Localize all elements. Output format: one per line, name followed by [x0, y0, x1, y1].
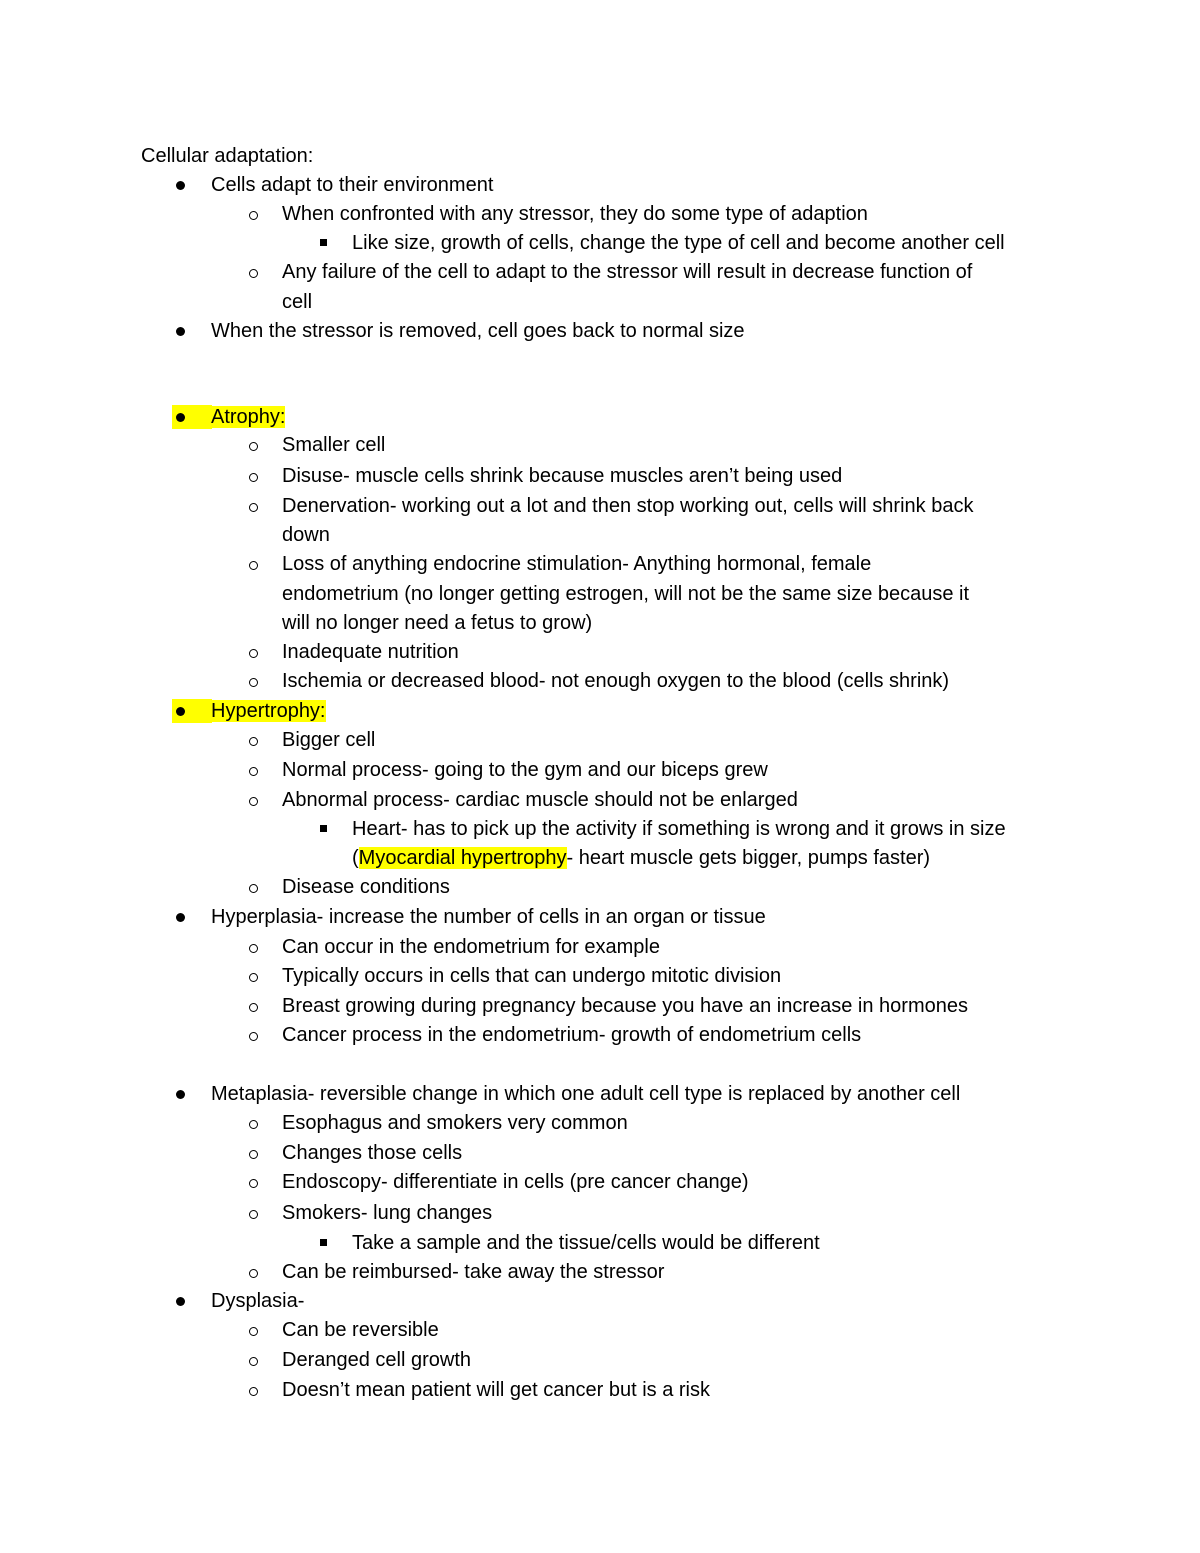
item-text: When confronted with any stressor, they do some type of adaption: [282, 203, 868, 225]
list-item-level2: [282, 640, 459, 664]
item-text: Like size, growth of cells, change the type of cell and become another cell: [352, 232, 1005, 254]
list-item-level1: [211, 319, 745, 343]
bullet-dot-icon: [176, 707, 185, 716]
item-text: Deranged cell growth: [282, 1349, 471, 1371]
list-item-level2: [282, 260, 972, 284]
list-item-level2: [282, 788, 798, 812]
list-item-level2: [282, 935, 660, 959]
item-text: Dysplasia-: [211, 1290, 305, 1312]
item-text: Abnormal process- cardiac muscle should not be enlarged: [282, 789, 798, 811]
item-text: Disuse- muscle cells shrink because muscles aren’t being used: [282, 465, 843, 487]
item-text: Hyperplasia- increase the number of cells in an organ or tissue: [211, 906, 766, 928]
bullet-circle-icon: [249, 211, 258, 220]
list-item-level2: [282, 1348, 471, 1372]
list-item-level1: [211, 1082, 960, 1106]
item-text: Take a sample and the tissue/cells would be different: [352, 1232, 820, 1254]
item-text: Smaller cell: [282, 434, 386, 456]
list-item-level3: [352, 231, 1005, 255]
list-item-level3: [352, 817, 1006, 841]
text-segment: - heart muscle gets bigger, pumps faster): [566, 847, 931, 869]
bullet-circle-icon: [249, 1150, 258, 1159]
list-item-level2: [282, 1260, 664, 1284]
item-text: Smokers- lung changes: [282, 1202, 493, 1224]
item-text: Breast growing during pregnancy because you have an increase in hormones: [282, 995, 968, 1017]
list-item-level2: [282, 875, 450, 899]
list-item-level1: [211, 173, 493, 197]
bullet-circle-icon: [249, 561, 258, 570]
list-item-level2: [282, 994, 968, 1018]
bullet-circle-icon: [249, 473, 258, 482]
list-item-level3: [352, 1231, 820, 1255]
list-item-continuation: [282, 611, 592, 635]
bullet-circle-icon: [249, 1269, 258, 1278]
list-item-level1: [211, 905, 766, 929]
list-item-level2: [282, 1141, 462, 1165]
bullet-dot-icon: [176, 913, 185, 922]
list-item-level1: [211, 405, 285, 429]
list-item-level2: [282, 1170, 749, 1194]
bullet-square-icon: [320, 239, 327, 246]
item-text: down: [282, 524, 330, 546]
list-item-continuation: [352, 846, 930, 870]
item-text: Atrophy:: [211, 406, 286, 428]
bullet-circle-icon: [249, 1387, 258, 1396]
item-text: Can be reversible: [282, 1319, 439, 1341]
list-item-level2: [282, 1378, 710, 1402]
list-item-level2: [282, 758, 768, 782]
bullet-circle-icon: [249, 944, 258, 953]
text-segment: (: [352, 847, 359, 869]
list-item-level1: [211, 699, 326, 723]
item-text: Denervation- working out a lot and then stop working out, cells will shrink back: [282, 495, 974, 517]
list-item-continuation: [282, 290, 312, 314]
item-text: Cells adapt to their environment: [211, 174, 494, 196]
item-text: Cancer process in the endometrium- growth of endometrium cells: [282, 1024, 862, 1046]
item-text: Metaplasia- reversible change in which one adult cell type is replaced by another cell: [211, 1083, 961, 1105]
list-item-level1: [211, 1289, 304, 1313]
item-text: Typically occurs in cells that can undergo mitotic division: [282, 965, 782, 987]
bullet-circle-icon: [249, 1327, 258, 1336]
list-item-level2: [282, 494, 973, 518]
item-text: cell: [282, 291, 313, 313]
bullet-square-icon: [320, 1239, 327, 1246]
highlighted-term: Myocardial hypertrophy: [358, 847, 567, 869]
bullet-circle-icon: [249, 1179, 258, 1188]
item-text: endometrium (no longer getting estrogen, will not be the same size because it: [282, 583, 970, 605]
bullet-dot-icon: [176, 1297, 185, 1306]
item-text: Can be reimbursed- take away the stressor: [282, 1261, 665, 1283]
item-text: Inadequate nutrition: [282, 641, 459, 663]
list-item-level2: [282, 464, 842, 488]
item-text: Changes those cells: [282, 1142, 463, 1164]
bullet-circle-icon: [249, 767, 258, 776]
item-text: Endoscopy- differentiate in cells (pre cancer change): [282, 1171, 749, 1193]
bullet-dot-icon: [176, 327, 185, 336]
list-item-level2: [282, 1023, 861, 1047]
bullet-circle-icon: [249, 797, 258, 806]
list-item-level2: [282, 1318, 439, 1342]
bullet-circle-icon: [249, 678, 258, 687]
bullet-circle-icon: [249, 973, 258, 982]
bullet-circle-icon: [249, 1120, 258, 1129]
bullet-circle-icon: [249, 1210, 258, 1219]
item-text: Bigger cell: [282, 729, 376, 751]
list-item-level2: [282, 433, 385, 457]
item-text: Normal process- going to the gym and our biceps grew: [282, 759, 768, 781]
bullet-circle-icon: [249, 503, 258, 512]
list-item-level2: [282, 1201, 492, 1225]
bullet-dot-icon: [176, 413, 185, 422]
bullet-circle-icon: [249, 1003, 258, 1012]
list-item-continuation: [282, 582, 969, 606]
list-item-level2: [282, 728, 375, 752]
bullet-circle-icon: [249, 269, 258, 278]
list-item-continuation: [282, 523, 330, 547]
bullet-dot-icon: [176, 1090, 185, 1099]
bullet-circle-icon: [249, 884, 258, 893]
item-text: Any failure of the cell to adapt to the stressor will result in decrease function of: [282, 261, 973, 283]
bullet-circle-icon: [249, 1032, 258, 1041]
bullet-circle-icon: [249, 1357, 258, 1366]
item-text: Can occur in the endometrium for example: [282, 936, 660, 958]
bullet-circle-icon: [249, 737, 258, 746]
item-text: Loss of anything endocrine stimulation- Anything hormonal, female: [282, 553, 872, 575]
item-text: Heart- has to pick up the activity if something is wrong and it grows in size: [352, 818, 1006, 840]
list-item-level2: [282, 669, 949, 693]
list-item-level2: [282, 202, 868, 226]
item-text: When the stressor is removed, cell goes back to normal size: [211, 320, 745, 342]
item-text: Ischemia or decreased blood- not enough oxygen to the blood (cells shrink): [282, 670, 950, 692]
page-title: Cellular adaptation:: [141, 145, 314, 167]
list-item-level2: [282, 1111, 628, 1135]
list-item-level2: [282, 964, 781, 988]
item-text: will no longer need a fetus to grow): [282, 612, 593, 634]
item-text: Hypertrophy:: [211, 700, 326, 722]
item-text: Doesn’t mean patient will get cancer but is a risk: [282, 1379, 710, 1401]
bullet-circle-icon: [249, 649, 258, 658]
bullet-circle-icon: [249, 442, 258, 451]
item-text: Esophagus and smokers very common: [282, 1112, 628, 1134]
list-item-level2: [282, 552, 871, 576]
bullet-dot-icon: [176, 181, 185, 190]
item-text: Disease conditions: [282, 876, 450, 898]
bullet-square-icon: [320, 825, 327, 832]
